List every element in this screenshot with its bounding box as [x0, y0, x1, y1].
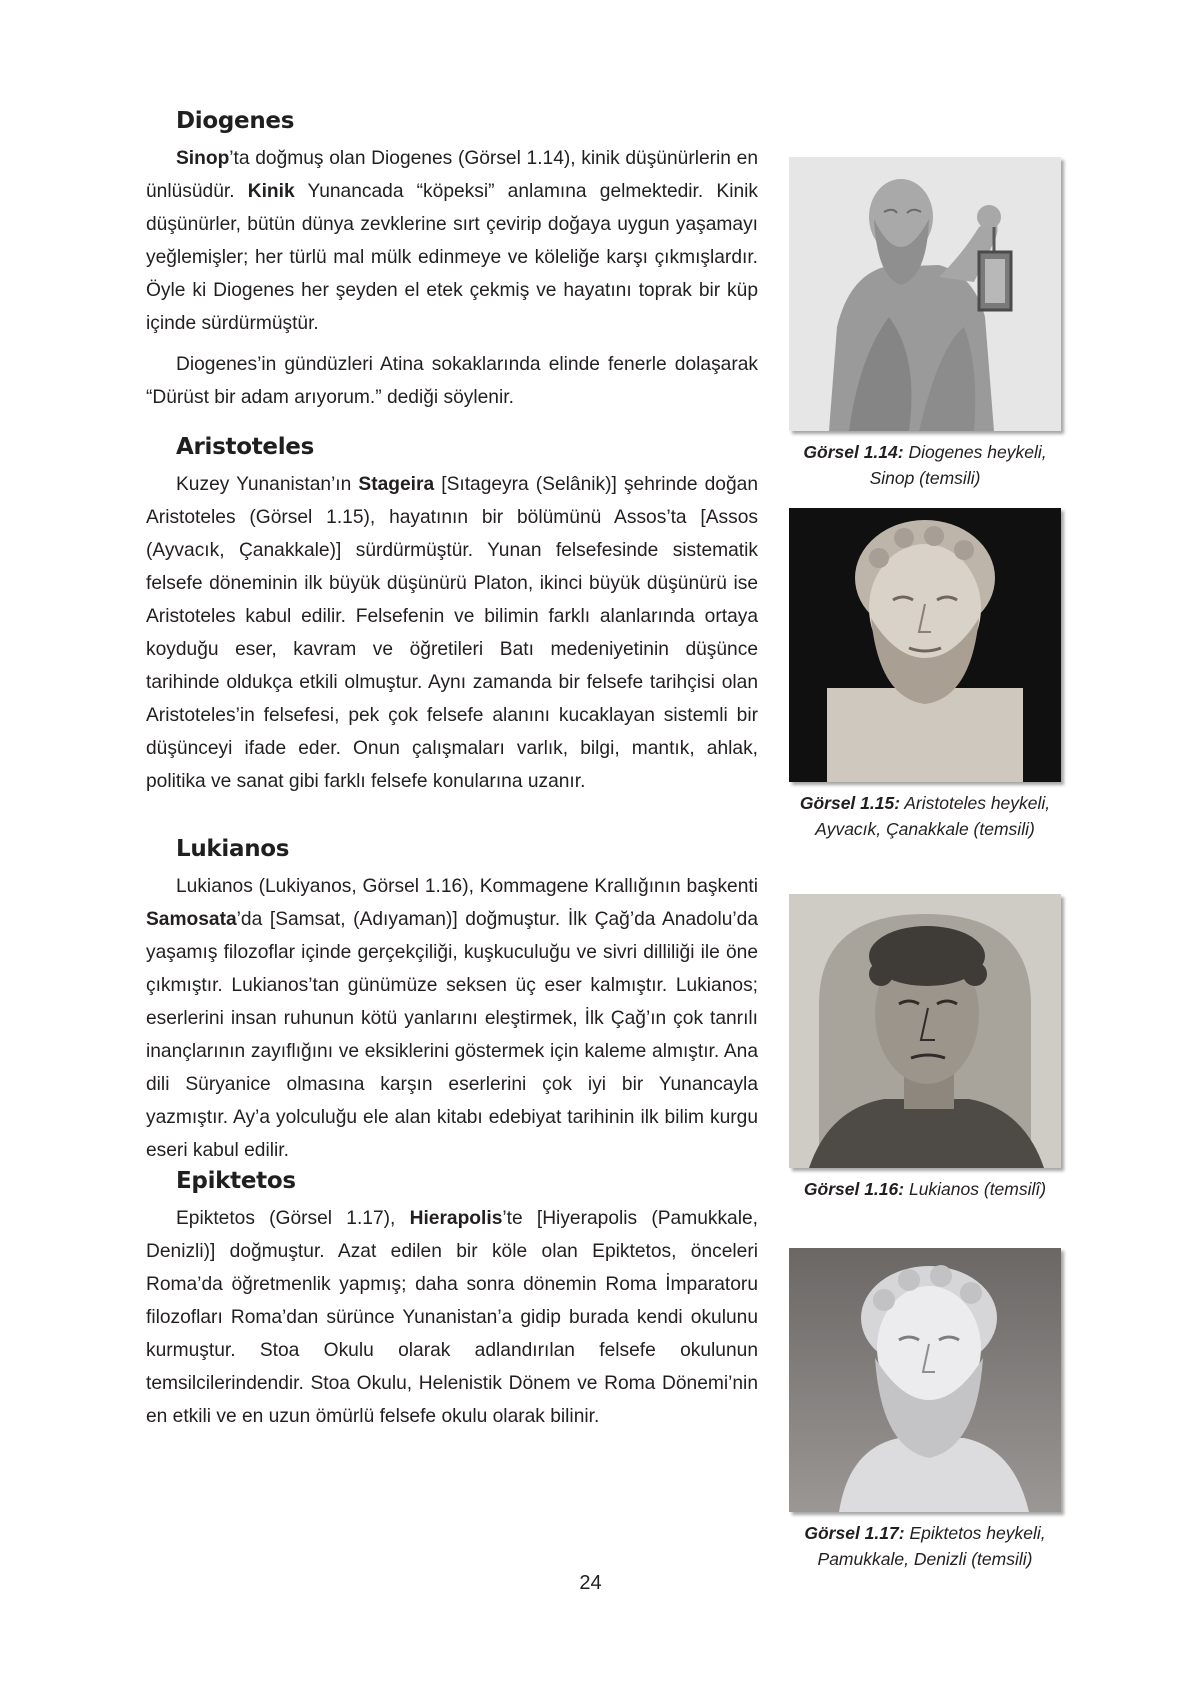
page-number: 24 — [579, 1572, 602, 1594]
section-heading: Aristoteles — [176, 434, 314, 460]
caption-line1: Aristoteles heykeli, — [900, 793, 1051, 813]
caption-line1: Lukianos (temsilî) — [904, 1179, 1047, 1199]
caption-line2: Pamukkale, Denizli (temsili) — [817, 1549, 1033, 1569]
epiktetos-bust-image — [789, 1248, 1061, 1512]
figure-caption — [789, 1176, 1061, 1202]
bold-term: Samosata — [146, 909, 237, 930]
text-run: ’da [Samsat, (Adıyaman)] doğmuştur. İlk Çağ’da Anadolu’da yaşamış filozoflar içinde gerçekçiliği, kuşkuculuğu ve sivri dilliliği ile öne çıkmıştır. Lukianos’tan günümüze seksen üç eser kalmıştır. Lukianos; eserlerini insan ruhunun kötü yanlarını eleştirmek, İlk Çağ’ın çok tanrılı inançlarının zayıflığını ve eksiklerini göstermek için kaleme almıştır. Ana dili Süryanice olmasına karşın eserlerini çok iyi bir Yunancayla yazmıştır. Ay’a yolculuğu ele alan kitabı edebiyat tarihinin ilk bilim kurgu eseri kabul edilir. — [146, 909, 758, 1161]
text-run: ’te [Hiyerapolis (Pamukkale, Denizli)] doğmuştur. Azat edilen bir köle olan Epiktetos, önceleri Roma’da öğretmenlik yapmış; daha sonra dönemin Roma İmparatoru filozofları Roma’dan sürünce Yunanistan’a gidip burada kendi okulunu kurmuştur. Stoa Okulu olarak adlandırılan felsefe okulunun temsilcilerindendir. Stoa Okulu, Helenistik Dönem ve Roma Dönemi’nin en etkili ve en uzun ömürlü felsefe okulu olarak bilinir. — [146, 1208, 758, 1427]
text-run: Kuzey Yunanistan’ın — [176, 474, 359, 495]
lukianos-engraving-image — [789, 894, 1061, 1168]
aristoteles-bust-icon — [789, 508, 1061, 782]
figure-label: Görsel 1.14: — [803, 442, 904, 462]
diogenes-statue-icon — [789, 157, 1061, 431]
figure-caption — [789, 1520, 1061, 1572]
section-heading: Diogenes — [176, 108, 295, 134]
text-run: Epiktetos (Görsel 1.17), — [176, 1208, 410, 1229]
text-run: Yunancada “köpeksi” anlamına gelmektedir. Kinik düşünürler, bütün dünya zevklerine sırt çevirip doğaya uygun yaşamayı yeğlemişler; her türlü mal mülk edinmeye ve köleliğe karşı çıkmışlardır. Öyle ki Diogenes her şeyden el etek çekmiş ve hayatını toprak bir küp içinde sürdürmüştür. — [146, 181, 758, 334]
section-paragraph — [146, 1202, 758, 1433]
figure-diogenes — [789, 157, 1061, 491]
bold-term: Sinop — [176, 148, 230, 169]
caption-line2: Ayvacık, Çanakkale (temsili) — [815, 819, 1035, 839]
figure-caption — [789, 790, 1061, 842]
section-paragraph — [146, 468, 758, 798]
figure-caption — [789, 439, 1061, 491]
caption-line1: Diogenes heykeli, — [903, 442, 1047, 462]
diogenes-statue-image — [789, 157, 1061, 431]
section-heading: Lukianos — [176, 836, 290, 862]
section-diogenes — [146, 108, 758, 414]
figure-lukianos — [789, 894, 1061, 1202]
aristoteles-bust-image — [789, 508, 1061, 782]
section-aristoteles — [146, 434, 758, 798]
figure-aristoteles — [789, 508, 1061, 842]
text-run: [Sıtageyra (Selânik)] şehrinde doğan Aristoteles (Görsel 1.15), hayatının bir bölümünü Assos’ta [Assos (Ayvacık, Çanakkale)] sürdürmüştür. Yunan felsefesinde sistematik felsefe döneminin ilk büyük düşünürü Platon, ikinci büyük düşünürü ise Aristoteles kabul edilir. Felsefenin ve bilimin farklı alanlarında ortaya koyduğu eser, kavram ve öğretileri Batı medeniyetinin düşünce tarihinde oldukça etkili olmuştur. Aynı zamanda bir felsefe tarihçisi olan Aristoteles’in felsefesi, pek çok felsefe alanını kucaklayan sistemli bir düşünceyi ifade eder. Onun çalışmaları varlık, bilgi, mantık, ahlak, politika ve sanat gibi farklı felsefe konularına uzanır. — [146, 474, 758, 792]
bold-term: Kinik — [247, 181, 295, 202]
text-run: ’ta doğmuş olan Diogenes (Görsel 1.14), kinik düşünürlerin en ünlüsüdür. — [146, 148, 758, 202]
lukianos-portrait-icon — [789, 894, 1061, 1168]
text-run: Lukianos (Lukiyanos, Görsel 1.16), Kommagene Krallığının başkenti — [176, 876, 758, 897]
caption-line1: Epiktetos heykeli, — [904, 1523, 1046, 1543]
section-epiktetos — [146, 1168, 758, 1433]
figure-label: Görsel 1.15: — [799, 793, 901, 813]
section-paragraph — [146, 870, 758, 1167]
section-heading: Epiktetos — [176, 1168, 296, 1194]
figure-epiktetos — [789, 1248, 1061, 1572]
bold-term: Stageira — [358, 474, 435, 495]
section-paragraph — [146, 142, 758, 340]
caption-line2: Sinop (temsili) — [869, 468, 981, 488]
figure-label: Görsel 1.16: — [803, 1179, 905, 1199]
text-run: Diogenes’in gündüzleri Atina sokaklarında elinde fenerle dolaşarak “Dürüst bir adam arıyorum.” dediği söylenir. — [146, 354, 758, 408]
figure-label: Görsel 1.17: — [804, 1523, 905, 1543]
section-lukianos — [146, 836, 758, 1167]
section-paragraph — [146, 348, 758, 414]
bold-term: Hierapolis — [409, 1208, 503, 1229]
epiktetos-bust-icon — [789, 1248, 1061, 1512]
